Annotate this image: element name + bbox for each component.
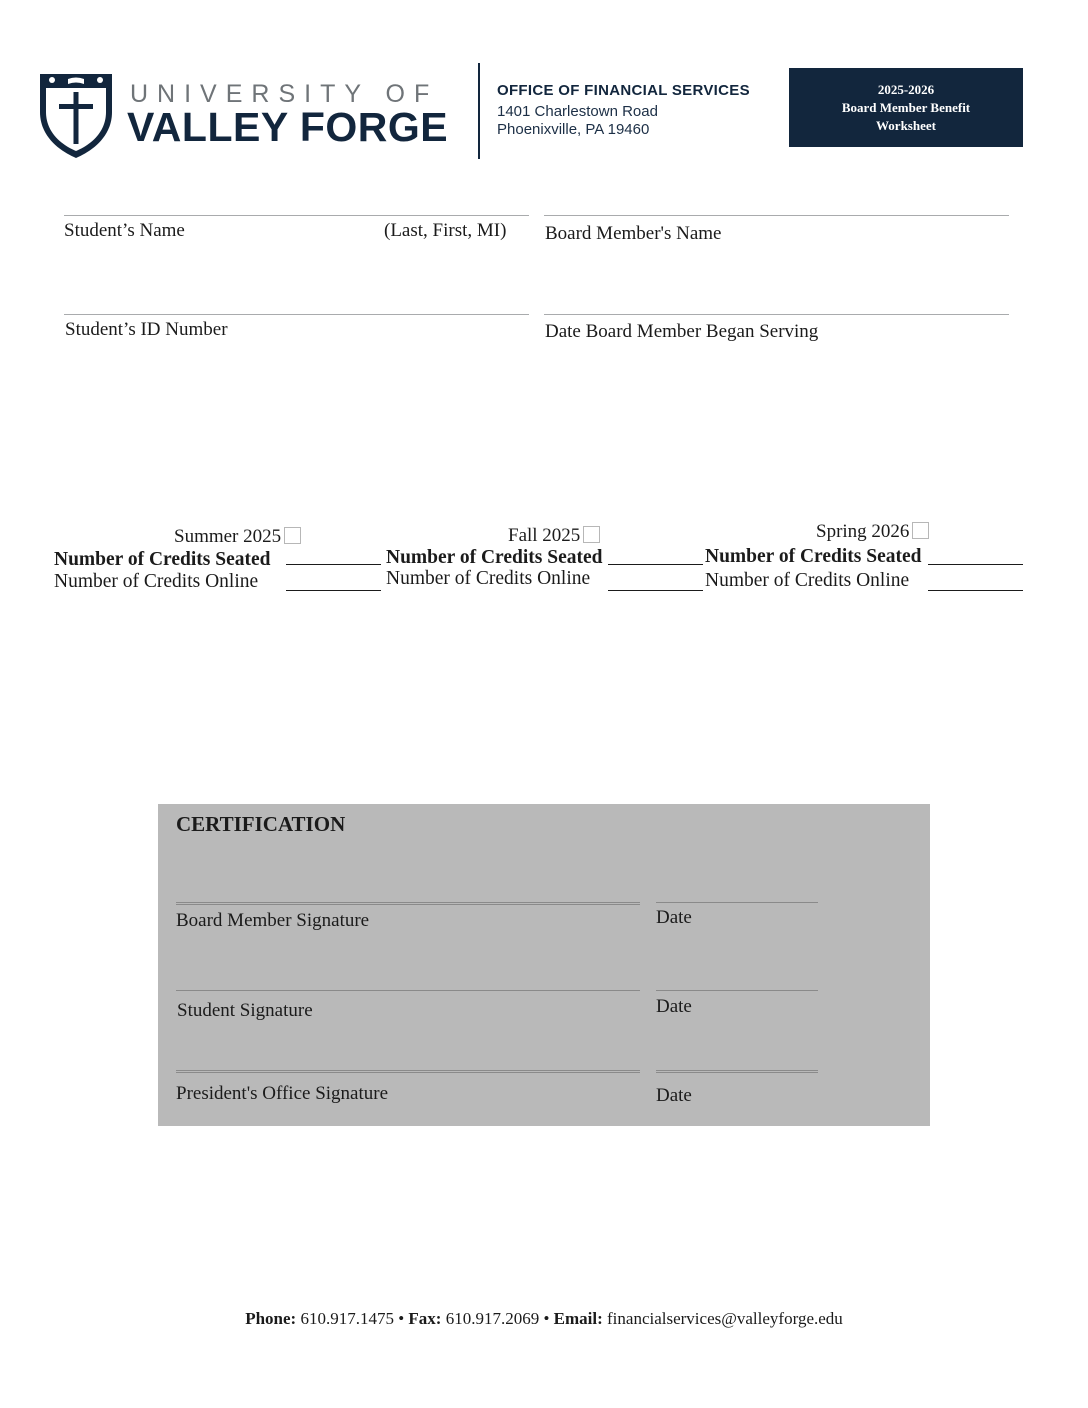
summer-seated-label: Number of Credits Seated [54, 549, 271, 570]
footer-separator-2: • [543, 1309, 550, 1328]
logo-text-bottom: VALLEY FORGE [127, 104, 449, 150]
board-member-signature-label: Board Member Signature [176, 910, 370, 931]
fax-number: 610.917.2069 [445, 1309, 540, 1328]
board-member-date-label: Date [656, 907, 692, 928]
spring-checkbox[interactable] [912, 522, 929, 539]
footer-separator-1: • [398, 1309, 405, 1328]
office-title: OFFICE OF FINANCIAL SERVICES [497, 82, 750, 99]
summer-seated-blank[interactable] [286, 564, 381, 565]
student-date-label: Date [656, 996, 692, 1017]
phone-label: Phone: [245, 1309, 297, 1328]
board-member-signature-line[interactable] [176, 902, 640, 905]
term-spring-label: Spring 2026 [816, 521, 910, 542]
date-began-line[interactable] [544, 314, 1009, 315]
fall-online-blank[interactable] [608, 590, 703, 591]
summer-online-blank[interactable] [286, 590, 381, 591]
term-summer-2025 [174, 526, 301, 548]
fall-seated-label: Number of Credits Seated [386, 547, 603, 568]
email-address[interactable]: financialservices@valleyforge.edu [607, 1309, 843, 1328]
student-name-label: Student’s Name [64, 220, 185, 241]
term-summer-label: Summer 2025 [174, 526, 282, 547]
board-member-name-line[interactable] [544, 215, 1009, 216]
president-date-line[interactable] [656, 1070, 818, 1073]
footer-contact [0, 1309, 1088, 1329]
badge-title: Board Member Benefit [841, 99, 971, 115]
office-info [497, 82, 750, 138]
student-id-label: Student’s ID Number [65, 319, 228, 340]
certification-title: CERTIFICATION [176, 812, 346, 836]
fall-checkbox[interactable] [583, 526, 600, 543]
student-name-hint: (Last, First, MI) [384, 220, 507, 241]
logo-text-top: UNIVERSITY OF [130, 80, 439, 108]
president-signature-label: President's Office Signature [176, 1083, 389, 1104]
address-line-1: 1401 Charlestown Road [497, 103, 658, 120]
spring-online-label: Number of Credits Online [705, 570, 910, 591]
term-fall-label: Fall 2025 [508, 525, 581, 546]
certification-box [158, 804, 930, 1126]
fall-online-label: Number of Credits Online [386, 568, 591, 589]
spring-seated-label: Number of Credits Seated [705, 546, 922, 567]
fall-seated-blank[interactable] [608, 564, 703, 565]
badge-subtitle: Worksheet [876, 117, 936, 133]
board-member-date-line[interactable] [656, 902, 818, 903]
board-member-name-label: Board Member's Name [545, 223, 722, 244]
university-logo [38, 66, 462, 162]
summer-online-label: Number of Credits Online [54, 571, 259, 592]
term-fall-2025 [508, 525, 600, 547]
student-signature-line[interactable] [176, 990, 640, 991]
spring-online-blank[interactable] [928, 590, 1023, 591]
header-divider [478, 63, 480, 159]
date-began-label: Date Board Member Began Serving [545, 321, 819, 342]
shield-cross-icon [38, 66, 114, 159]
student-date-line[interactable] [656, 990, 818, 991]
term-spring-2026 [816, 521, 929, 543]
student-id-line[interactable] [64, 314, 529, 315]
summer-checkbox[interactable] [284, 527, 301, 544]
student-signature-label: Student Signature [177, 1000, 313, 1021]
president-date-label: Date [656, 1085, 692, 1106]
worksheet-badge [789, 68, 1023, 147]
email-label: Email: [553, 1309, 603, 1328]
phone-number: 610.917.1475 [300, 1309, 394, 1328]
student-name-line[interactable] [64, 215, 529, 216]
president-signature-line[interactable] [176, 1070, 640, 1073]
badge-year: 2025-2026 [877, 81, 935, 97]
address-line-2: Phoenixville, PA 19460 [497, 121, 650, 138]
fax-label: Fax: [408, 1309, 442, 1328]
spring-seated-blank[interactable] [928, 564, 1023, 565]
